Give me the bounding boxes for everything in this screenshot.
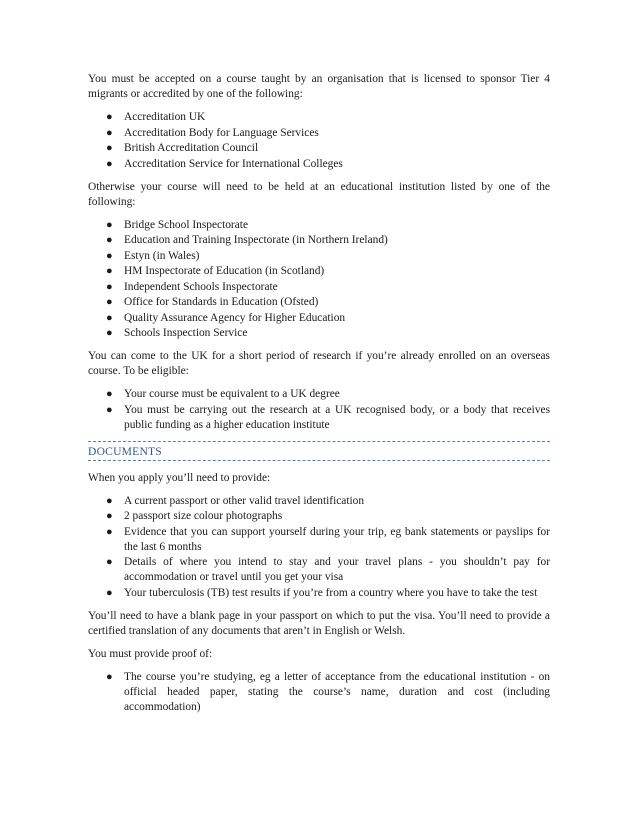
bullet-icon: ● — [106, 126, 113, 139]
list-item: ● You must be carrying out the research at a UK recognised body, or a body that receives public funding as a higher education institute — [106, 403, 550, 431]
list-item: ● The course you’re studying, eg a letter of acceptance from the educational institution - on official headed paper, stating the course’s name, duration and cost (including accommodation) — [106, 670, 550, 713]
list-item: ● Estyn (in Wales) — [106, 249, 200, 262]
list-item: ● A current passport or other valid travel identification — [106, 494, 365, 507]
accreditation-list — [88, 110, 550, 172]
bullet-icon: ● — [106, 311, 113, 324]
bullet-icon: ● — [106, 388, 113, 400]
bullet-icon: ● — [106, 494, 113, 507]
list-item: ● Your tuberculosis (TB) test results if you’re from a country where you have to take the test — [106, 586, 538, 599]
list-item: ● Your course must be equivalent to a UK degree — [106, 388, 340, 400]
bullet-icon: ● — [106, 556, 113, 568]
required-documents-list — [88, 494, 550, 601]
list-item: ● HM Inspectorate of Education (in Scotland) — [106, 265, 325, 277]
list-item: ● Details of where you intend to stay and your travel plans - you shouldn’t pay for accommodation or travel until you get your visa — [106, 556, 550, 583]
bullet-icon: ● — [106, 142, 113, 154]
list-item: ● 2 passport size colour photographs — [106, 510, 283, 522]
list-item: ● Evidence that you can support yourself during your trip, eg bank statements or payslips for the last 6 months — [106, 525, 550, 553]
list-item: ● Quality Assurance Agency for Higher Education — [106, 311, 346, 324]
inspectorate-list — [88, 218, 550, 342]
list-item: ● Office for Standards in Education (Ofsted) — [106, 296, 319, 308]
bullet-icon: ● — [106, 403, 113, 416]
list-item: ● Independent Schools Inspectorate — [106, 280, 278, 293]
accreditation-intro: You must be accepted on a course taught by an organisation that is licensed to sponsor Tier 4 migrants or accredited by one of the following: — [88, 73, 550, 100]
bullet-icon: ● — [106, 218, 113, 231]
list-item: ● Schools Inspection Service — [106, 327, 248, 339]
bullet-icon: ● — [106, 525, 113, 538]
list-item: ● Accreditation UK — [106, 111, 206, 123]
bullet-icon: ● — [106, 670, 113, 683]
proof-intro: You must provide proof of: — [88, 647, 213, 660]
list-item: ● Accreditation Service for International Colleges — [106, 157, 343, 170]
list-item: ● British Accreditation Council — [106, 142, 259, 154]
list-item: ● Bridge School Inspectorate — [106, 218, 248, 231]
institution-intro: Otherwise your course will need to be held at an educational institution listed by one of the following: — [88, 180, 550, 208]
list-item: ● Education and Training Inspectorate (in Northern Ireland) — [106, 234, 388, 246]
document-page — [88, 72, 550, 723]
bullet-icon: ● — [106, 327, 113, 339]
research-eligibility-list — [88, 387, 550, 433]
proof-list — [88, 670, 550, 715]
bullet-icon: ● — [106, 296, 113, 308]
blank-page-note: You’ll need to have a blank page in your passport on which to put the visa. You’ll need to provide a certified translation of any documents that aren’t in English or Welsh. — [88, 609, 550, 637]
bullet-icon: ● — [106, 265, 113, 277]
bullet-icon: ● — [106, 280, 113, 293]
bullet-icon: ● — [106, 586, 113, 599]
apply-intro: When you apply you’ll need to provide: — [88, 471, 271, 484]
bullet-icon: ● — [106, 234, 113, 246]
documents-heading: DOCUMENTS — [88, 441, 550, 461]
research-intro: You can come to the UK for a short period of research if you’re already enrolled on an overseas course. To be eligible: — [88, 350, 550, 377]
list-item: ● Accreditation Body for Language Services — [106, 126, 319, 139]
bullet-icon: ● — [106, 157, 113, 170]
bullet-icon: ● — [106, 249, 113, 262]
bullet-icon: ● — [106, 111, 113, 123]
bullet-icon: ● — [106, 510, 113, 522]
